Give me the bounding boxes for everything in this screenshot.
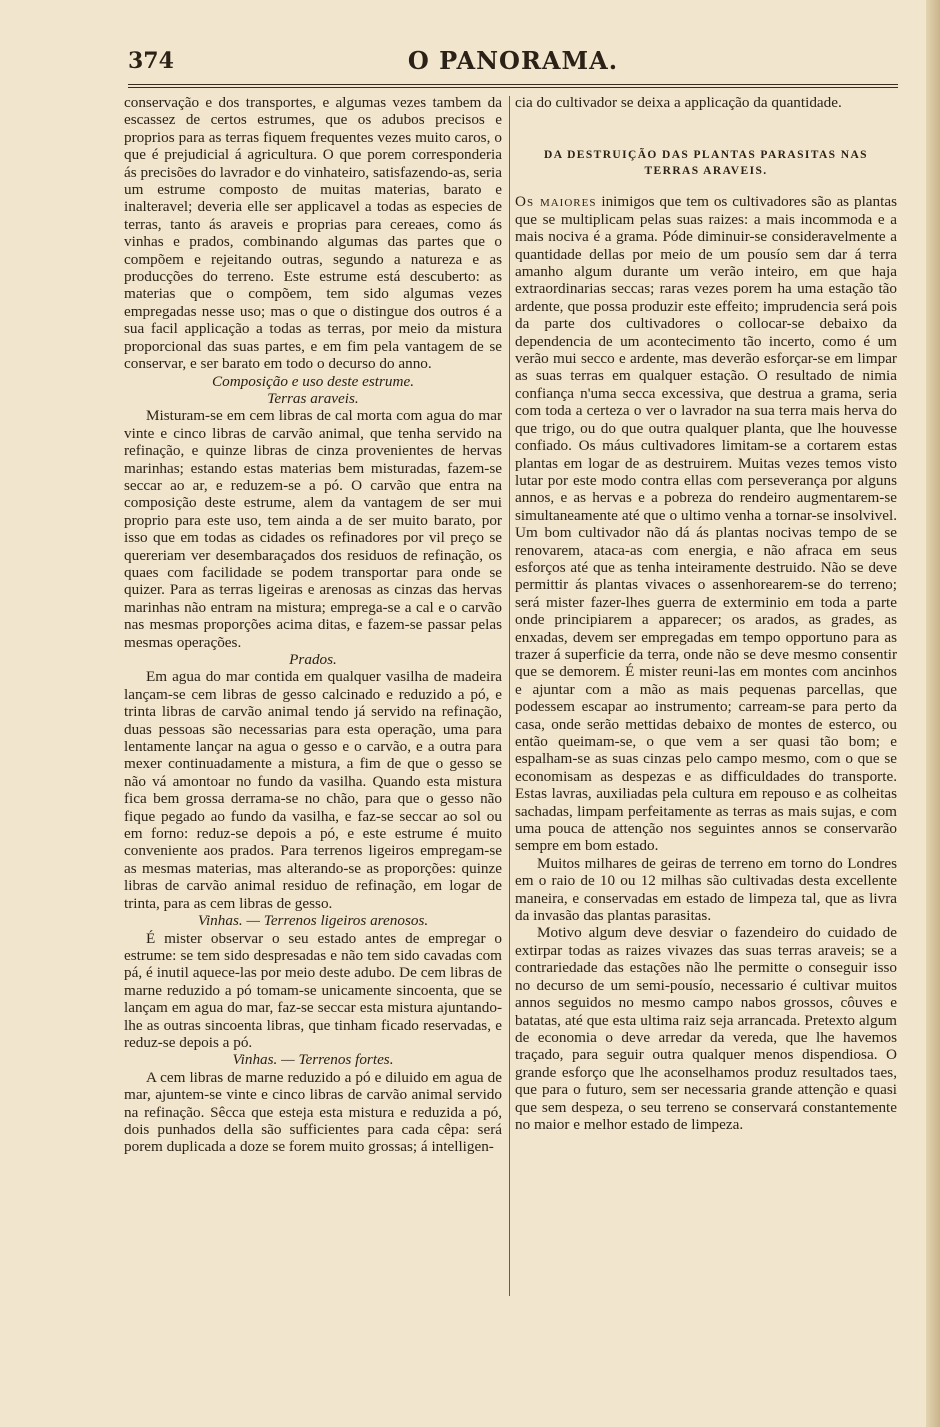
page-number: 374: [128, 48, 174, 74]
paragraph: cia do cultivador se deixa a applicação da quantidade.: [515, 94, 842, 111]
subheading-arable-land: Terras araveis.: [267, 389, 359, 407]
journal-title: O PANORAMA.: [407, 46, 619, 75]
subheading-composition: Composição e uso deste estrume.: [211, 372, 415, 390]
paragraph: A cem libras de marne reduzido a pó e diluido em agua de mar, ajuntem-se vinte e cinco libras de carvão animal servido na refinação. Sêcca que esteja esta mistura e reduzida a pó, dois punhados della são sufficientes para cada cêpa: será porem duplicada a doze se forem muito grossas; á intelligen-: [124, 1068, 502, 1156]
column-divider: [509, 96, 510, 1296]
section-title: [515, 147, 897, 179]
subheading-vines-light: Vinhas. — Terrenos ligeiros arenosos.: [197, 912, 429, 930]
paragraph: [515, 193, 897, 854]
paragraph: Muitos milhares de geiras de terreno em torno do Londres em o raio de 10 ou 12 milhas são cultivadas desta excellente maneira, e conservadas em estado de limpeza tal, que as livra da invasão das plantas parasitas.: [515, 854, 897, 925]
page-edge: [926, 0, 940, 1427]
section-title-line: TERRAS ARAVEIS.: [644, 165, 768, 178]
paragraph: conservação e dos transportes, e algumas vezes tambem da escassez de certos estrumes, que os adubos precisos e proprios para as terras fiquem frequentes vezes muito caros, o que é prejudicial á agricultura. O que porem corresponderia ás precisões do lavrador e do vinhateiro, satisfazendo-as, seria um estrume composto de muitas materias, barato e inalteravel; deveria elle ser applicavel a todas as especies de terras, tanto ás araveis e proprias para cereaes, como ás vinhas e prados, combinando algumas das partes que o compõem e rejeitando outras, segundo a natureza e as producções do terreno. Este estrume está descuberto: as materias que o compõem, tem sido algumas vezes empregadas nesse uso; mas o que o distingue dos outros é a sua facil applicação a todas as terras, por meio da mistura proporcional das suas partes, e em fim pela vantagem de se conservar, e ser barato em todo o decurso do anno.: [124, 94, 502, 373]
paragraph: É mister observar o seu estado antes de empregar o estrume: se tem sido despresadas e não tem sido cavadas com pá, é inutil aquece-las por meio deste adubo. De cem libras de marne reduzido a pó tomam-se unicamente sincoenta, que se lançam em agua do mar, faz-se seccar esta mistura ajuntando-lhe as outras sincoenta libras, que tinham ficado reservadas, e reduz-se depois a pó.: [124, 929, 502, 1051]
paragraph-body: inimigos que tem os cultivadores são as plantas que se multiplicam pelas suas raizes: a mais incommoda e a mais nociva é a grama. Póde diminuir-se consideravelmente a quantidade dellas por meio de um pousío sem dar á terra amanho algum durante um verão inteiro, em que haja extraordinarias seccas; raras vezes porem ha uma estação tão ardente, que possa produzir este effeito; imprudencia será pois da parte dos cultivadores o collocar-se debaixo da dependencia de um acontecimento tão incerto, como é um verão mui secco e ardente, mas deverão esforçar-se em limpar as suas terras em qualquer estação. O resultado de nimia confiança n'uma secca excessiva, que destrua a grama, seria com toda a certeza o ver o lavrador na sua terra mais herva do que trigo, ou do que outra qualquer planta, que lhe houvesse confiado. Os máus cultivadores limitam-se a cortarem estas plantas em logar de as destruirem. Muitas vezes temos visto lutar por este modo contra ellas com perseverança por alguns annos, e as hervas e a pobreza do rendeiro augmentarem-se simultaneamente até que o ultimo venha a tornar-se insolvivel. Um bom cultivador não dá ás plantas nocivas tempo de se renovarem, ataca-as com energia, e não afraca em seus esforços até que as tenha inteiramente destruido. Não se deve permittir ás plantas vivaces o assenhorearem-se do terreno; será mister fazer-lhes guerra de exterminio em toda a parte onde principiarem a apparecer; os arados, as grades, as enxadas, devem ser empregadas em tempo opportuno para as trazer á superficie da terra, onde não se deve mesmo consentir que se demorem. É mister reuni-las em montes com ancinhos e ajuntar com a mão as mais pequenas parcellas, que podessem escapar ao instrumento; carream-se para perto da casa, onde serão mettidas debaixo de montes de esterco, ou então queimam-se, o que vem a ser quasi tão bom; e espalham-se as suas cinzas pelo campo mesmo, com o que se economisam as despezas e as difficuldades do transporte. Estas lavras, auxiliadas pela cultura em repouso e as colheitas sachadas, limpam perfeitamente as terras as mais sujas, e com uma pouca de attenção nos seguintes annos se conservarão sempre em bom estado.: [515, 193, 897, 855]
left-column: [124, 94, 502, 1156]
page-header: [128, 46, 898, 82]
paragraph: Misturam-se em cem libras de cal morta com agua do mar vinte e cinco libras de carvão animal, que tenha servido na refinação, e quinze libras de cinza provenientes de hervas marinhas; estando estas materias bem misturadas, fazem-se seccar ao ar, e reduzem-se a pó. O carvão que entra na composição deste estrume, alem da vantagem de ser mui proprio para este uso, tem ainda a de ser muito barato, por isso que em todas as cidades os refinadores por vil preço se quereriam ver desembaraçados dos residuos de refinação, os quaes com facilidade se podem transportar para onde se quizer. Para as terras ligeiras e arenosas as cinzas das hervas marinhas não entram na mistura; emprega-se a cal e o carvão nas mesmas proporções acima ditas, e fazem-se passar pelas mesmas operações.: [124, 407, 502, 651]
paragraph: Em agua do mar contida em qualquer vasilha de madeira lançam-se cem libras de gesso calcinado e reduzido a pó, e trinta libras de carvão animal tendo já servido na refinação, duas pessoas são necessarias para esta operação, uma para lentamente lançar na agua o gesso e o carvão, e a outra para mexer continuadamente a mistura, a fim de que o gesso se não vá amontoar no fundo da vasilha. Quando esta mistura fica bem grossa derrama-se no chão, para que o gesso não fique pegado ao fundo da vasilha, e faz-se seccar ao sol ou em forno: reduz-se depois a pó, e este estrume é muito conveniente aos prados. Para terrenos ligeiros empregam-se as mesmas materias, mas alterando-se as proporções: quinze libras de carvão animal residuo de refinação, em logar de trinta, para as cem libras de gesso.: [124, 668, 502, 912]
right-column: [515, 94, 897, 1133]
section-title-line: DA DESTRUIÇÃO DAS PLANTAS PARASITAS NAS: [544, 149, 868, 162]
subheading-vines-strong: Vinhas. — Terrenos fortes.: [232, 1051, 394, 1069]
lead-words: Os maiores: [515, 193, 597, 211]
paragraph: Motivo algum deve desviar o fazendeiro do cuidado de extirpar todas as raizes vivazes das suas terras araveis; se a contrariedade das estações não lhe permitte o conseguir isso no decurso de um semi-pousío, necessario é cultivar muitos annos seguidos no mesmo campo nabos grossos, côuves e batatas, até que esta ultima raiz seja arrancada. Pretexto algum de economia o deve arredar da vereda, que lhe havemos traçado, para seguir outra qualquer menos dispendiosa. O grande esforço que lhe aconselhamos produz resultados taes, que para o futuro, sem ser necessaria grande attenção e quasi que sem despeza, o seu terreno se conservará constantemente no maior e melhor estado de limpeza.: [515, 924, 897, 1133]
header-rule: [128, 84, 898, 88]
subheading-meadows: Prados.: [289, 651, 337, 668]
